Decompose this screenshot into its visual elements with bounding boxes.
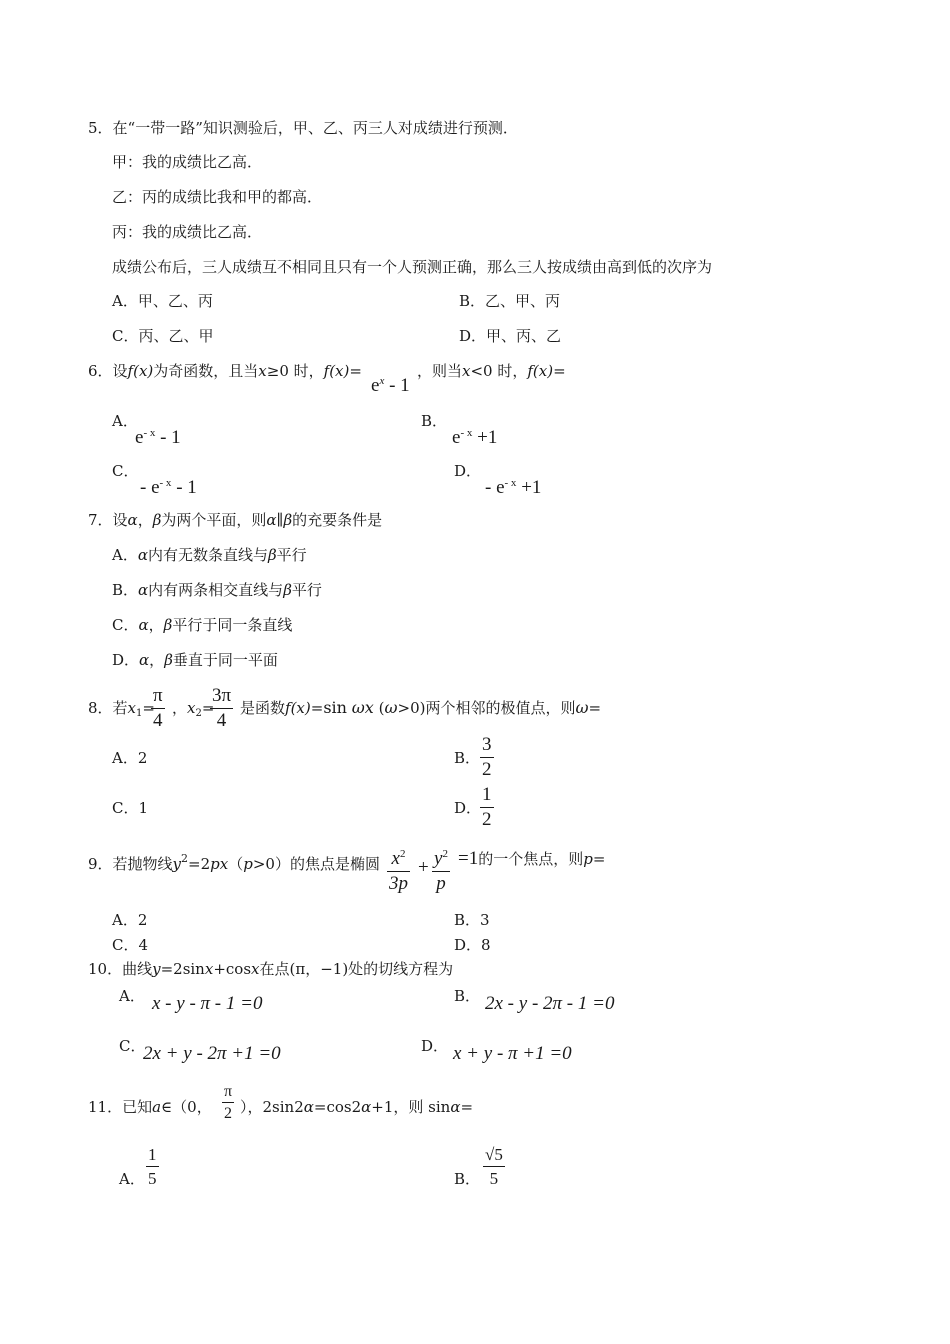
q8-option-b-label: B． xyxy=(454,749,481,767)
q6-option-c-label: C． xyxy=(112,462,139,480)
q11-option-a-label: A． xyxy=(119,1170,145,1188)
q8-fraction-x1: π 4 xyxy=(153,685,163,731)
q5-statement-jia: 甲：我的成绩比乙高． xyxy=(112,153,263,171)
q9-ellipse-term-x: $x^2$ 3p xyxy=(389,848,408,894)
q6-option-a: $e^{- x} - 1$ xyxy=(135,427,181,448)
q5-option-b: B．乙、甲、丙 xyxy=(459,292,561,310)
q5-option-a: A．甲、乙、丙 xyxy=(112,292,213,310)
q9-stem-rest: =1的一个焦点，则p= xyxy=(458,848,606,869)
q8-stem-x2: ，$x_2=$ xyxy=(172,699,215,719)
q8-option-b-fraction: 3 2 xyxy=(482,734,492,780)
q10-stem: 10．曲线y=2sinx+cosx在点(π，−1)处的切线方程为 xyxy=(88,960,454,978)
q9-option-a: A．2 xyxy=(112,911,148,929)
q6-option-b: $e^{- x} +1$ xyxy=(452,427,498,448)
q8-stem-start: 8．若$x_1=$ xyxy=(88,699,155,719)
q5-statement-bing: 丙：我的成绩比乙高． xyxy=(112,223,263,241)
q10-option-d: x + y - π +1 =0 xyxy=(453,1043,572,1064)
q8-option-a: A．2 xyxy=(112,749,148,767)
q8-option-d-fraction: 1 2 xyxy=(482,784,492,830)
q6-option-d-label: D． xyxy=(454,462,482,480)
q11-stem-start: 11．已知a∈（0， xyxy=(88,1098,212,1116)
q9-option-b: B．3 xyxy=(454,911,490,929)
q8-fraction-x2: 3π 4 xyxy=(212,685,232,731)
q10-option-b: 2x - y - 2π - 1 =0 xyxy=(485,993,615,1014)
q7-option-c: C．α，β平行于同一条直线 xyxy=(112,616,293,634)
q7-option-d: D．α，β垂直于同一平面 xyxy=(112,651,278,669)
q11-option-a-fraction: 1 5 xyxy=(148,1145,157,1188)
q5-option-d: D．甲、丙、乙 xyxy=(459,327,562,345)
q9-stem-start: 9．若抛物线$y^2=2px(p>0)$的焦点是椭圆 xyxy=(88,852,380,873)
q5-stem: 5．在“一带一路”知识测验后，甲、乙、丙三人对成绩进行预测． xyxy=(88,119,518,137)
q6-stem-tail: ，则当x<0 时，f(x)= xyxy=(417,362,566,380)
q8-option-d-label: D． xyxy=(454,799,482,817)
q7-option-b: B．α内有两条相交直线与β平行 xyxy=(112,581,322,599)
q11-option-b-label: B． xyxy=(454,1170,481,1188)
q6-option-c: - $e^{- x} - 1$ xyxy=(140,477,197,498)
q5-option-c: C．丙、乙、甲 xyxy=(112,327,214,345)
q8-option-c: C．1 xyxy=(112,799,149,817)
q11-fraction-pi-over-2: π 2 xyxy=(224,1083,233,1122)
q11-option-b-fraction: √5 5 xyxy=(485,1145,503,1188)
q10-option-c-label: C． xyxy=(119,1037,146,1055)
q5-question: 成绩公布后，三人成绩互不相同且只有一个人预测正确，那么三人按成绩由高到低的次序为 xyxy=(112,258,713,276)
q11-stem-rest: ），2sin2α=cos2α+1，则 sinα= xyxy=(240,1098,474,1116)
q10-option-a-label: A． xyxy=(119,987,145,1005)
q6-option-b-label: B． xyxy=(421,412,448,430)
q6-option-d: - $e^{- x} +1$ xyxy=(485,477,542,498)
q6-stem: 6．设f(x)为奇函数，且当x≥0 时，f(x)= xyxy=(88,362,362,380)
q10-option-a: x - y - π - 1 =0 xyxy=(152,993,263,1014)
q8-stem-rest: 是函数f(x)=sin ωx (ω>0)两个相邻的极值点，则ω= xyxy=(240,698,602,717)
q9-plus: + xyxy=(418,857,429,878)
q9-option-d: D．8 xyxy=(454,936,491,954)
q7-stem: 7．设α，β为两个平面，则α∥β的充要条件是 xyxy=(88,511,383,529)
q5-statement-yi: 乙：丙的成绩比我和甲的都高． xyxy=(112,188,323,206)
q7-option-a: A．α内有无数条直线与β平行 xyxy=(112,546,307,564)
q9-ellipse-term-y: $y^2$ p xyxy=(434,848,448,894)
q10-option-d-label: D． xyxy=(421,1037,449,1055)
q9-option-c: C．4 xyxy=(112,936,149,954)
q6-option-a-label: A． xyxy=(112,412,138,430)
q10-option-c: 2x + y - 2π +1 =0 xyxy=(143,1043,281,1064)
q6-given-expression: $e^x - 1$ xyxy=(371,375,410,396)
q10-option-b-label: B． xyxy=(454,987,481,1005)
